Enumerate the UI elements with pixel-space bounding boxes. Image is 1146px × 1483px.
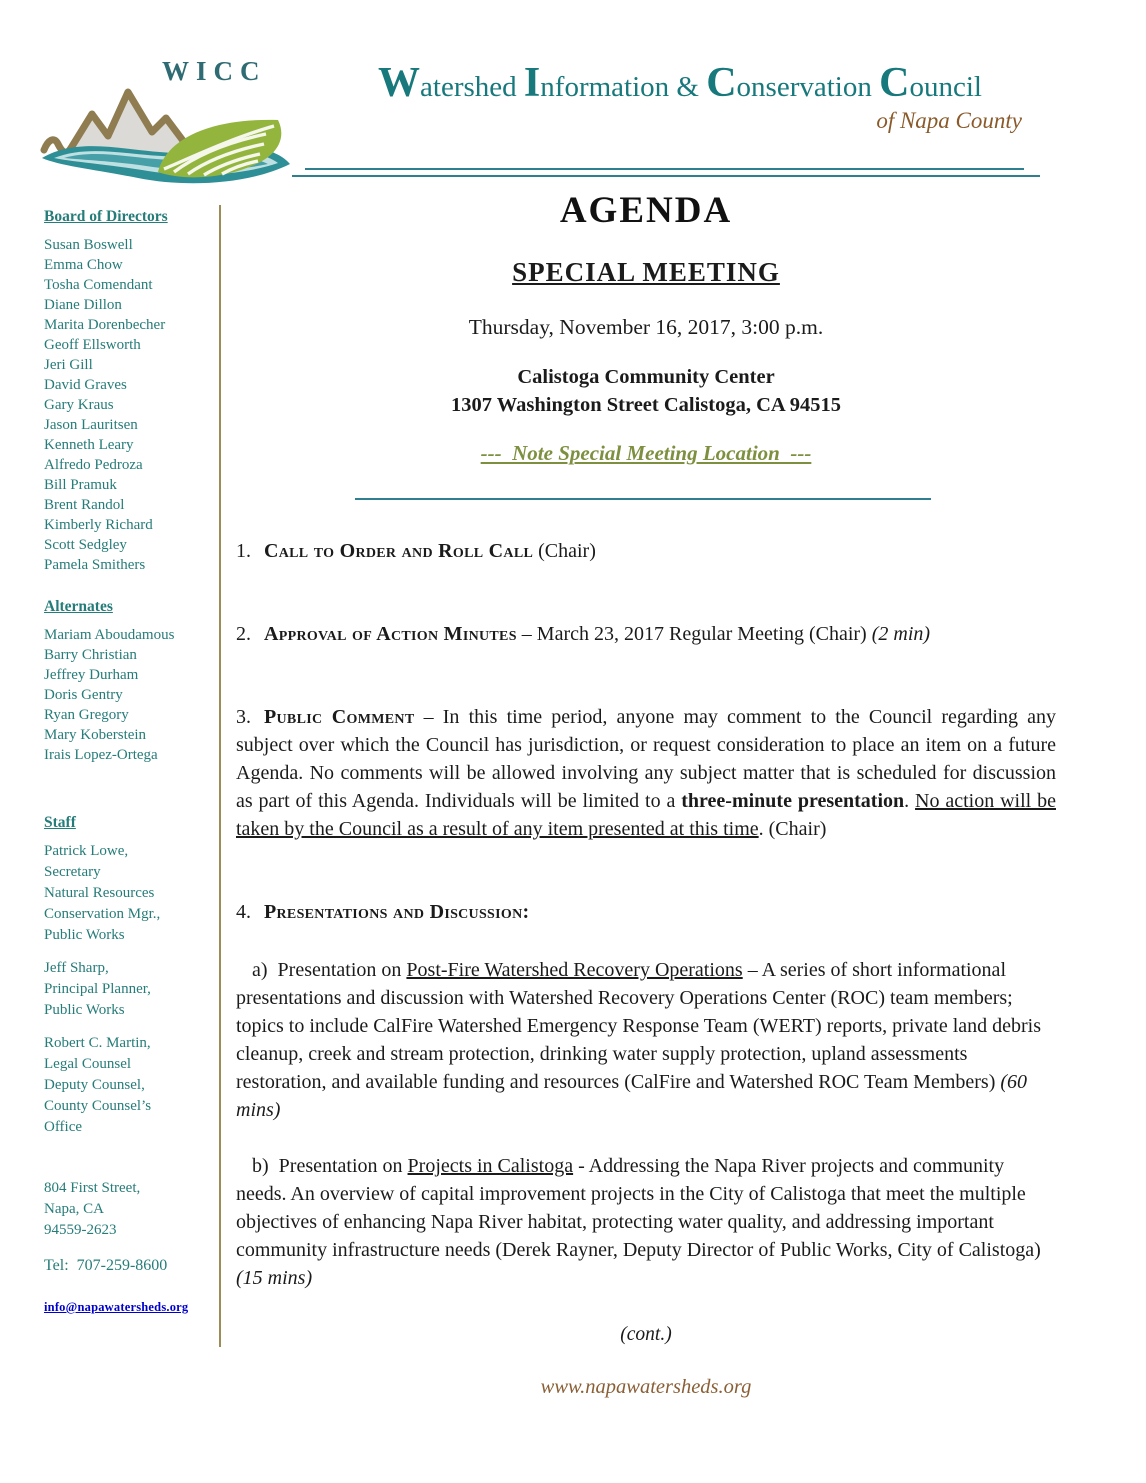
text-segment: (60 mins) [236,1071,1028,1121]
text-segment: Presentation on [278,1155,408,1177]
sidebar-entry: Irais Lopez-Ortega [44,747,158,763]
sidebar-entry: Jason Lauritsen [44,417,138,433]
agenda-item-4 [236,898,1056,926]
sidebar-entry: Ryan Gregory [44,707,129,723]
sidebar-entry: Bill Pramuk [44,477,117,493]
text-segment: No action will be taken by the Council as a result of any item presented at this time [236,790,1056,840]
sidebar-entry: Robert C. Martin, [44,1035,151,1051]
address-line: 804 First Street, [44,1180,141,1196]
venue-block [236,363,1056,419]
sidebar-entry: Secretary [44,864,101,880]
sidebar-section [44,207,216,575]
sidebar-entry: Patrick Lowe, [44,843,129,859]
text-segment: (2 min) [871,623,931,645]
sidebar-entry: Jeffrey Durham [44,667,139,683]
sidebar-section [44,597,216,765]
agenda-item-3 [236,703,1056,843]
text-segment: – A series of short informational presentations and discussion with Watershed Recovery Operations Center (ROC) team members; topics to include CalFire Watershed Emergency Response Team (WERT) reports, private land debris cleanup, creek and stream protection, drinking water supply protection, upland assessments restoration, and available funding and resources (CalFire and Watershed ROC Team Members) [236,959,1042,1093]
text-segment: Public Comment [264,706,415,728]
agenda-item-2 [236,620,1056,648]
title-initial: C [879,60,910,106]
special-location-note: --- Note Special Meeting Location --- [480,441,812,465]
sidebar-entry: Jeri Gill [44,357,93,373]
venue-name: Calistoga Community Center [517,366,775,388]
sidebar [44,207,216,1316]
continuation-note: (cont.) [620,1324,672,1345]
sidebar-entry: Barry Christian [44,647,137,663]
text-segment: Projects in Calistoga [407,1155,574,1177]
sidebar-section [44,813,216,1138]
sidebar-entry: Scott Sedgley [44,537,127,553]
logo-acronym-text: WICC [162,56,267,86]
watershed-logo-icon [38,68,318,186]
text-segment: – In this time period, anyone may comment to the Council regarding any subject over which the Council has jurisdiction, or request consideration to place an item on a future Agenda. No comments will be allowed involving any subject matter that is scheduled for discussion as part of this Agenda. Individuals will be limited to a [236,706,1057,812]
text-segment: - Addressing the Napa River projects and community needs. An overview of capital improvement projects in the City of Calistoga that meet the multiple objectives of enhancing Napa River habitat, protecting water quality, and addressing important community infrastructure needs (Derek Rayner, Deputy Director of Public Works, City of Calistoga) [236,1155,1041,1261]
text-segment: Presentations and Discussion: [264,901,530,923]
sidebar-entry: Pamela Smithers [44,557,146,573]
sidebar-entry: Geoff Ellsworth [44,337,141,353]
text-segment: Call to Order and Roll Call [264,540,534,562]
address-block [44,1178,216,1241]
text-segment: Post-Fire Watershed Recovery Operations [406,959,743,981]
sidebar-section-heading: Alternates [44,598,113,615]
email-link[interactable]: info@napawatersheds.org [44,1300,189,1314]
sidebar-section-heading: Staff [44,814,76,831]
website-url: www.napawatersheds.org [540,1376,752,1398]
address-line: Napa, CA [44,1201,104,1217]
sidebar-entry: Jeff Sharp, [44,960,109,976]
sidebar-entry: Office [44,1119,83,1135]
sidebar-entry: Diane Dillon [44,297,122,313]
sidebar-entry: Principal Planner, [44,981,151,997]
sidebar-entry: Emma Chow [44,257,123,273]
sidebar-group [44,625,216,765]
sidebar-entry: Legal Counsel [44,1056,132,1072]
sidebar-entry: Kimberly Richard [44,517,153,533]
sidebar-entry: Marita Dorenbecher [44,317,166,333]
content-divider [355,498,931,500]
agenda-item-1 [236,537,1056,565]
sidebar-entry: Deputy Counsel, [44,1077,145,1093]
text-segment: . [904,790,916,812]
title-initial: C [706,60,737,106]
telephone: Tel: 707-259-8600 [44,1257,168,1274]
item-number: 4. [236,901,251,923]
sidebar-group [44,958,216,1021]
item-number: 1. [236,540,251,562]
venue-address: 1307 Washington Street Calistoga, CA 94515 [451,394,841,416]
sidebar-entry: Conservation Mgr., [44,906,161,922]
sidebar-group [44,1033,216,1138]
sidebar-entry: Mary Koberstein [44,727,147,743]
subitem-label: a) [252,959,268,981]
item-number: 2. [236,623,251,645]
org-subtitle: of Napa County [876,108,1022,133]
title-initial: I [523,60,541,106]
sidebar-entry: Tosha Comendant [44,277,153,293]
sidebar-entry: Public Works [44,1002,125,1018]
text-segment: (15 mins) [236,1267,313,1289]
sidebar-section-heading: Board of Directors [44,208,168,225]
item-number: 3. [236,706,251,728]
agenda-content [236,189,1056,1399]
header-divider-bottom [292,175,1040,177]
text-segment: three-minute presentation [681,790,905,812]
sidebar-entry: Alfredo Pedroza [44,457,143,473]
sidebar-sections [44,207,216,1138]
email-row [44,1298,216,1316]
agenda-subitem-a [236,956,1056,1124]
sidebar-entry: Brent Randol [44,497,125,513]
text-segment: – March 23, 2017 Regular Meeting (Chair) [516,623,872,645]
subitem-label: b) [252,1155,269,1177]
agenda-subitem-b [236,1152,1056,1292]
sidebar-entry: Mariam Aboudamous [44,627,175,643]
agenda-item-list [236,537,1056,1292]
sidebar-entry: Gary Kraus [44,397,114,413]
text-segment: (Chair) [533,540,596,562]
text-segment: Approval of Action Minutes [264,623,517,645]
header-divider-top [305,168,1024,170]
sidebar-entry: County Counsel’s [44,1098,152,1114]
address-line: 94559-2623 [44,1222,117,1238]
wicc-logo [38,50,318,185]
sidebar-entry: Public Works [44,927,125,943]
sidebar-entry: Natural Resources [44,885,155,901]
sidebar-group [44,841,216,946]
sidebar-entry: Doris Gentry [44,687,123,703]
sidebar-entry: Kenneth Leary [44,437,134,453]
org-title: Watershed Information & Conservation Council [378,60,982,106]
meeting-datetime: Thursday, November 16, 2017, 3:00 p.m. [468,315,824,339]
meeting-type-heading: SPECIAL MEETING [512,257,780,287]
text-segment: Presentation on [277,959,407,981]
sidebar-divider [219,205,221,1347]
title-initial: W [378,60,421,106]
agenda-title: AGENDA [559,190,733,231]
sidebar-entry: David Graves [44,377,127,393]
text-segment: . (Chair) [758,818,827,840]
sidebar-group [44,235,216,575]
sidebar-entry: Susan Boswell [44,237,133,253]
